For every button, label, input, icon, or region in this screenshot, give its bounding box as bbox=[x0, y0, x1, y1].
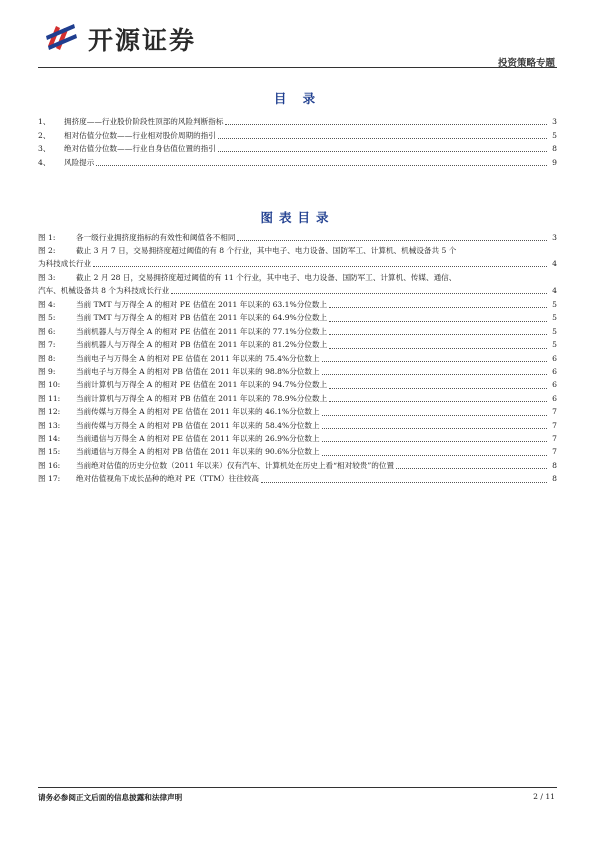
figure-entry-title: 当前通信与万得全 A 的相对 PE 估值在 2011 年以来的 26.9%分位数上 bbox=[76, 434, 320, 443]
figure-entry-page: 6 bbox=[552, 367, 557, 376]
toc-entry-number: 4、 bbox=[38, 157, 51, 167]
figure-entry-page: 6 bbox=[552, 380, 557, 390]
figure-entry-page: 6 bbox=[552, 353, 557, 363]
figure-entry-title: 当前传媒与万得全 A 的相对 PB 估值在 2011 年以来的 58.4%分位数上 bbox=[76, 420, 320, 430]
figure-entry[interactable] bbox=[38, 232, 557, 244]
footer-divider bbox=[38, 787, 557, 788]
leader-dots bbox=[329, 333, 547, 335]
figure-entry-page: 4 bbox=[552, 285, 557, 295]
leader-dots bbox=[96, 164, 547, 166]
leader-dots bbox=[237, 239, 547, 241]
figure-entry-title-line1: 截止 2 月 28 日，交易拥挤度超过阈值的有 11 个行业，其中电子、电力设备、国防军工、计算机、传媒、通信、 bbox=[76, 273, 457, 283]
figure-entry-number: 图 2: bbox=[38, 246, 56, 256]
figure-entry-title: 当前通信与万得全 A 的相对 PB 估值在 2011 年以来的 90.6%分位数上 bbox=[76, 447, 320, 457]
figure-entry-page: 4 bbox=[552, 258, 557, 268]
leader-dots bbox=[261, 481, 547, 483]
figure-entry-page: 8 bbox=[552, 474, 557, 484]
figure-entry-title: 为科技成长行业 bbox=[38, 258, 92, 268]
figure-entry[interactable] bbox=[38, 460, 557, 472]
toc-entry[interactable] bbox=[38, 142, 557, 155]
leader-dots bbox=[329, 347, 547, 349]
toc-entry[interactable] bbox=[38, 156, 557, 169]
leader-dots bbox=[329, 320, 547, 322]
leader-dots bbox=[329, 306, 547, 308]
leader-dots bbox=[322, 373, 547, 375]
figure-entry-title: 汽车、机械设备共 8 个为科技成长行业 bbox=[38, 285, 170, 295]
figure-entry-title: 当前电子与万得全 A 的相对 PE 估值在 2011 年以来的 75.4%分位数上 bbox=[76, 353, 320, 363]
leader-dots bbox=[225, 123, 547, 125]
figure-entry-page: 7 bbox=[552, 420, 557, 430]
figure-entry[interactable] bbox=[38, 433, 557, 445]
figure-entry-number: 图 8: bbox=[38, 353, 56, 363]
figure-entry-number: 图 16: bbox=[38, 460, 61, 470]
figure-entry-title: 当前计算机与万得全 A 的相对 PE 估值在 2011 年以来的 94.7%分位数上 bbox=[76, 380, 328, 390]
figure-entry-number: 图 15: bbox=[38, 447, 61, 457]
figure-entry-title: 当前 TMT 与万得全 A 的相对 PB 估值在 2011 年以来的 64.9%分位数上 bbox=[76, 313, 328, 323]
toc-entry-page: 3 bbox=[552, 117, 557, 126]
figure-entry[interactable] bbox=[38, 326, 557, 338]
figure-entry-page: 3 bbox=[552, 233, 557, 242]
figure-entry-page: 6 bbox=[552, 393, 557, 403]
figure-entry[interactable] bbox=[38, 366, 557, 378]
leader-dots bbox=[322, 360, 547, 362]
figure-entry-title: 当前 TMT 与万得全 A 的相对 PE 估值在 2011 年以来的 63.1%分位数上 bbox=[76, 300, 328, 309]
figure-entry-page: 8 bbox=[552, 460, 557, 470]
toc-entry-title: 相对估值分位数——行业相对股价周期的指引 bbox=[64, 130, 216, 140]
figure-entry-number: 图 9: bbox=[38, 367, 56, 376]
figure-entry-number: 图 14: bbox=[38, 434, 61, 443]
toc-entry-page: 5 bbox=[552, 130, 557, 140]
figure-entry-number: 图 10: bbox=[38, 380, 61, 390]
leader-dots bbox=[218, 137, 547, 139]
toc-entry-page: 8 bbox=[552, 144, 557, 153]
figure-entry-page: 5 bbox=[552, 340, 557, 350]
figure-entry-number: 图 11: bbox=[38, 393, 61, 403]
figure-list-title: 图表目录 bbox=[260, 210, 335, 225]
leader-dots bbox=[322, 427, 547, 429]
figure-entry-title: 当前绝对估值的历史分位数（2011 年以来）仅有汽车、计算机处在历史上看“相对较贵”的位置 bbox=[76, 460, 395, 470]
figure-entry[interactable] bbox=[38, 446, 557, 458]
leader-dots bbox=[322, 414, 547, 416]
logo-mark-icon bbox=[44, 16, 78, 54]
figure-entry-number: 图 7: bbox=[38, 340, 56, 350]
toc-entry-title: 拥挤度——行业股价阶段性顶部的风险判断指标 bbox=[64, 117, 224, 126]
leader-dots bbox=[396, 467, 547, 469]
figure-entry-number: 图 12: bbox=[38, 407, 61, 417]
figure-entry-page: 5 bbox=[552, 326, 557, 336]
figure-entry-page: 5 bbox=[552, 313, 557, 323]
leader-dots bbox=[329, 400, 547, 402]
report-type-tag: 投资策略专题 bbox=[497, 58, 555, 69]
figure-entry-number: 图 5: bbox=[38, 313, 56, 323]
figure-entry[interactable] bbox=[38, 420, 557, 432]
figure-entry-number: 图 3: bbox=[38, 273, 56, 283]
figure-entry[interactable] bbox=[38, 339, 557, 351]
toc-entry-title: 绝对估值分位数——行业自身估值位置的指引 bbox=[64, 144, 216, 153]
figure-entry[interactable] bbox=[38, 312, 557, 324]
leader-dots bbox=[322, 440, 547, 442]
figure-entry-page: 7 bbox=[552, 407, 557, 417]
toc-entry-number: 3、 bbox=[38, 144, 51, 153]
figure-entry[interactable] bbox=[38, 473, 557, 485]
figure-entry[interactable] bbox=[38, 379, 557, 391]
figure-entry[interactable] bbox=[38, 272, 557, 297]
toc-title: 目 录 bbox=[273, 91, 322, 106]
leader-dots bbox=[322, 454, 547, 456]
figure-entry-number: 图 1: bbox=[38, 233, 56, 242]
figure-entry-title: 各一级行业拥挤度指标的有效性和阈值各不相同 bbox=[76, 233, 236, 242]
figure-entry-title: 绝对估值视角下成长品种的绝对 PE（TTM）往往较高 bbox=[76, 474, 259, 484]
leader-dots bbox=[93, 265, 547, 267]
toc-entry-number: 2、 bbox=[38, 130, 51, 140]
figure-entry[interactable] bbox=[38, 299, 557, 311]
figure-entry-title-line1: 截止 3 月 7 日，交易拥挤度超过阈值的有 8 个行业，其中电子、电力设备、国防军工、计算机、机械设备共 5 个 bbox=[76, 246, 457, 256]
toc-entry[interactable] bbox=[38, 115, 557, 128]
leader-dots bbox=[329, 387, 547, 389]
figure-entry[interactable] bbox=[38, 353, 557, 365]
figure-entry-page: 7 bbox=[552, 434, 557, 443]
header-divider bbox=[38, 67, 557, 68]
toc-entry[interactable] bbox=[38, 129, 557, 142]
figure-entry-number: 图 4: bbox=[38, 300, 56, 309]
leader-dots bbox=[171, 292, 547, 294]
figure-entry-title: 当前电子与万得全 A 的相对 PB 估值在 2011 年以来的 98.8%分位数上 bbox=[76, 367, 320, 376]
figure-entry-title: 当前传媒与万得全 A 的相对 PE 估值在 2011 年以来的 46.1%分位数上 bbox=[76, 407, 320, 417]
figure-entry-number: 图 13: bbox=[38, 420, 61, 430]
figure-entry-title: 当前机器人与万得全 A 的相对 PB 估值在 2011 年以来的 81.2%分位数上 bbox=[76, 340, 328, 350]
toc-entry-title: 风险提示 bbox=[64, 157, 95, 167]
figure-entry-title: 当前计算机与万得全 A 的相对 PB 估值在 2011 年以来的 78.9%分位数上 bbox=[76, 393, 328, 403]
figure-entry-title: 当前机器人与万得全 A 的相对 PE 估值在 2011 年以来的 77.1%分位数上 bbox=[76, 326, 328, 336]
brand-logo bbox=[44, 16, 244, 56]
figure-entry[interactable] bbox=[38, 406, 557, 418]
leader-dots bbox=[218, 150, 547, 152]
page-number: 2 / 11 bbox=[533, 792, 555, 801]
figure-entry[interactable] bbox=[38, 393, 557, 405]
figure-entry-page: 5 bbox=[552, 300, 557, 309]
toc-entry-page: 9 bbox=[552, 157, 557, 167]
figure-entry-number: 图 6: bbox=[38, 326, 56, 336]
brand-name: 开源证券 bbox=[88, 26, 197, 55]
figure-entry[interactable] bbox=[38, 245, 557, 270]
toc-entry-number: 1、 bbox=[38, 117, 51, 126]
figure-entry-page: 7 bbox=[552, 447, 557, 457]
figure-entry-number: 图 17: bbox=[38, 474, 61, 484]
legal-disclaimer: 请务必参阅正文后面的信息披露和法律声明 bbox=[38, 793, 183, 802]
